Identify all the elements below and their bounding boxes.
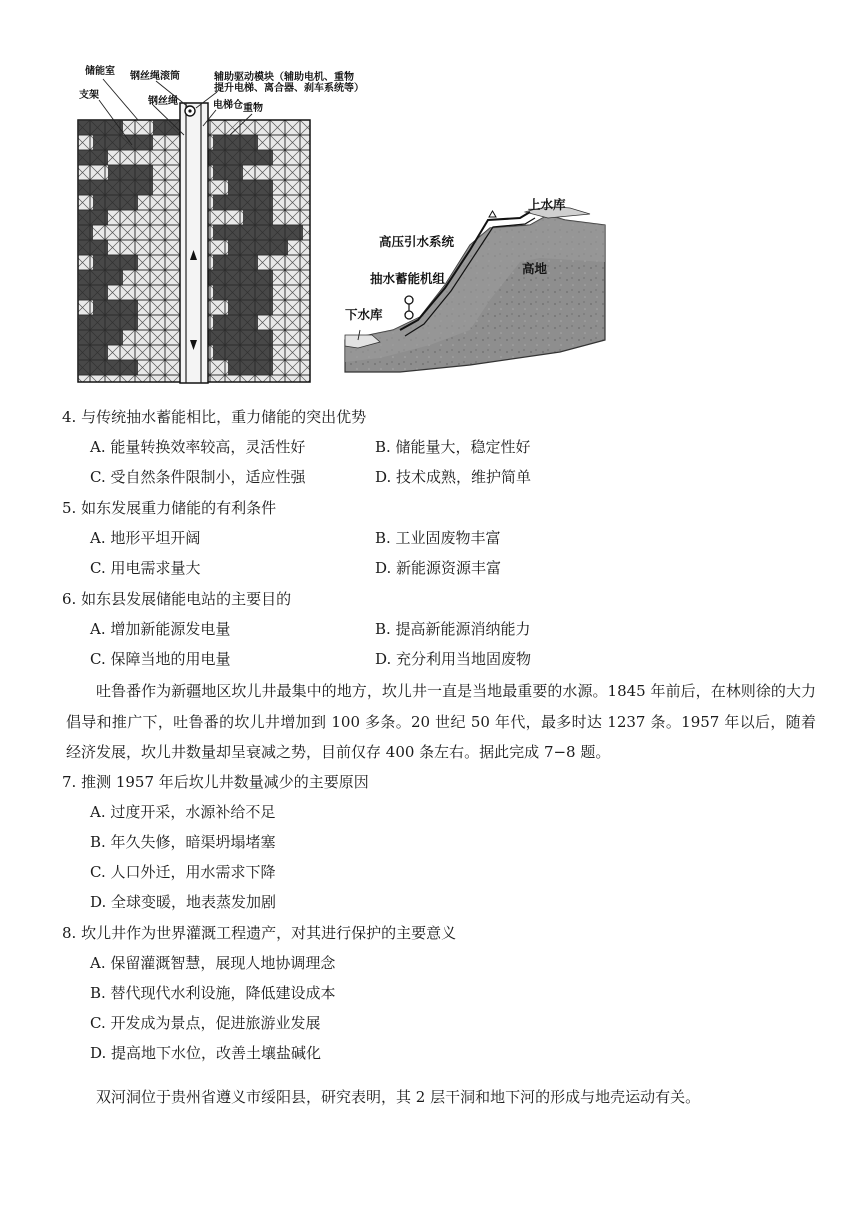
label-aux-module-1: 辅助驱动模块（辅助电机、重物 bbox=[214, 72, 354, 83]
passage-karez: 吐鲁番作为新疆地区坎儿井最集中的地方，坎儿井一直是当地最重要的水源。1845 年前后，在林则徐的大力倡导和推广下，吐鲁番的坎儿井增加到 100 多条。20 世纪 50 年代，最多时达 1237 条。1957 年以后，随着经济发展，坎儿井数量却呈衰减之势，目前仅存 400 条左右。据此完成 7−8 题。 bbox=[66, 682, 816, 761]
weight-block bbox=[153, 120, 183, 135]
label-pipeline: 高压引水系统 bbox=[379, 234, 455, 249]
weight-block bbox=[78, 210, 108, 225]
weight-block bbox=[228, 360, 273, 375]
question-7-option-a[interactable]: A. 过度开采，水源补给不足 bbox=[90, 803, 276, 821]
weight-block bbox=[78, 240, 108, 255]
label-storage-room: 储能室 bbox=[85, 66, 115, 77]
question-7-stem: 7. 推测 1957 年后坎儿井数量减少的主要原因 bbox=[62, 773, 369, 791]
question-5-option-c[interactable]: C. 用电需求量大 bbox=[90, 559, 201, 577]
weight-block bbox=[78, 330, 123, 345]
weight-block bbox=[213, 345, 273, 360]
label-highland: 高地 bbox=[522, 261, 548, 276]
weight-block bbox=[198, 270, 273, 285]
question-4-option-c[interactable]: C. 受自然条件限制小，适应性强 bbox=[90, 468, 306, 486]
question-6-option-d[interactable]: D. 充分利用当地固废物 bbox=[375, 650, 532, 668]
weight-block bbox=[78, 345, 108, 360]
question-6-stem: 6. 如东县发展储能电站的主要目的 bbox=[62, 590, 292, 608]
question-4-option-a[interactable]: A. 能量转换效率较高，灵活性好 bbox=[90, 438, 306, 456]
question-5-option-b[interactable]: B. 工业固废物丰富 bbox=[375, 529, 501, 547]
gravity-storage-diagram bbox=[78, 64, 364, 383]
surge-tower-icon bbox=[489, 211, 496, 217]
weight-block bbox=[198, 150, 273, 165]
weight-block bbox=[78, 225, 93, 240]
weight-block bbox=[78, 285, 108, 300]
question-6-option-a[interactable]: A. 增加新能源发电量 bbox=[90, 620, 231, 638]
question-8-option-c[interactable]: C. 开发成为景点，促进旅游业发展 bbox=[90, 1014, 321, 1032]
weight-block bbox=[228, 300, 273, 315]
turbine-icon bbox=[405, 311, 413, 319]
label-pump-unit: 抽水蓄能机组 bbox=[370, 271, 446, 286]
passage-cave: 双河洞位于贵州省遵义市绥阳县，研究表明，其 2 层干洞和地下河的形成与地壳运动有关。 bbox=[96, 1088, 701, 1106]
question-6-option-c[interactable]: C. 保障当地的用电量 bbox=[90, 650, 231, 668]
question-7-option-d[interactable]: D. 全球变暖，地表蒸发加剧 bbox=[90, 893, 277, 911]
question-8-stem: 8. 坎儿井作为世界灌溉工程遗产，对其进行保护的主要意义 bbox=[62, 924, 457, 942]
weight-block bbox=[213, 135, 258, 150]
label-elevator-cabin: 电梯仓 bbox=[213, 100, 243, 111]
question-7-option-b[interactable]: B. 年久失修，暗渠坍塌堵塞 bbox=[90, 833, 276, 851]
pumped-hydro-diagram bbox=[345, 197, 605, 372]
weight-block bbox=[93, 300, 138, 315]
weight-block bbox=[78, 180, 153, 195]
weight-block bbox=[78, 270, 123, 285]
label-weight: 重物 bbox=[243, 103, 263, 114]
question-4-option-d[interactable]: D. 技术成熟，维护简单 bbox=[375, 468, 532, 486]
question-4-stem: 4. 与传统抽水蓄能相比，重力储能的突出优势 bbox=[62, 408, 367, 426]
weight-block bbox=[93, 195, 138, 210]
question-5-option-d[interactable]: D. 新能源资源丰富 bbox=[375, 559, 502, 577]
label-bracket: 支架 bbox=[79, 90, 99, 101]
weight-block bbox=[213, 315, 258, 330]
weight-block bbox=[213, 255, 258, 270]
weight-block bbox=[213, 165, 243, 180]
weight-block bbox=[228, 180, 273, 195]
question-8-option-d[interactable]: D. 提高地下水位，改善土壤盐碱化 bbox=[90, 1044, 322, 1062]
weight-block bbox=[243, 210, 273, 225]
question-4-option-b[interactable]: B. 储能量大，稳定性好 bbox=[375, 438, 531, 456]
weight-block bbox=[78, 120, 123, 135]
weight-block bbox=[213, 195, 273, 210]
weight-block bbox=[78, 150, 108, 165]
label-wire-rope: 钢丝绳 bbox=[148, 96, 178, 107]
weight-block bbox=[78, 315, 138, 330]
label-upper-reservoir: 上水库 bbox=[528, 197, 566, 212]
weight-block bbox=[93, 135, 153, 150]
weight-block bbox=[108, 165, 153, 180]
label-lower-reservoir: 下水库 bbox=[345, 307, 383, 322]
label-wire-drum: 钢丝绳滚筒 bbox=[130, 71, 180, 82]
label-aux-module-2: 提升电梯、离合器、刹车系统等） bbox=[214, 83, 364, 94]
question-7-option-c[interactable]: C. 人口外迁，用水需求下降 bbox=[90, 863, 276, 881]
figures bbox=[0, 0, 860, 400]
weight-block bbox=[213, 285, 273, 300]
question-5-option-a[interactable]: A. 地形平坦开阔 bbox=[90, 529, 201, 547]
question-6-option-b[interactable]: B. 提高新能源消纳能力 bbox=[375, 620, 531, 638]
weight-block bbox=[198, 330, 273, 345]
pump-icon bbox=[405, 296, 413, 304]
question-8-option-b[interactable]: B. 替代现代水利设施，降低建设成本 bbox=[90, 984, 336, 1002]
question-8-option-a[interactable]: A. 保留灌溉智慧，展现人地协调理念 bbox=[90, 954, 336, 972]
question-5-stem: 5. 如东发展重力储能的有利条件 bbox=[62, 499, 277, 517]
weight-block bbox=[93, 255, 138, 270]
weight-block bbox=[213, 225, 303, 240]
weight-block bbox=[78, 360, 138, 375]
weight-block bbox=[228, 240, 288, 255]
